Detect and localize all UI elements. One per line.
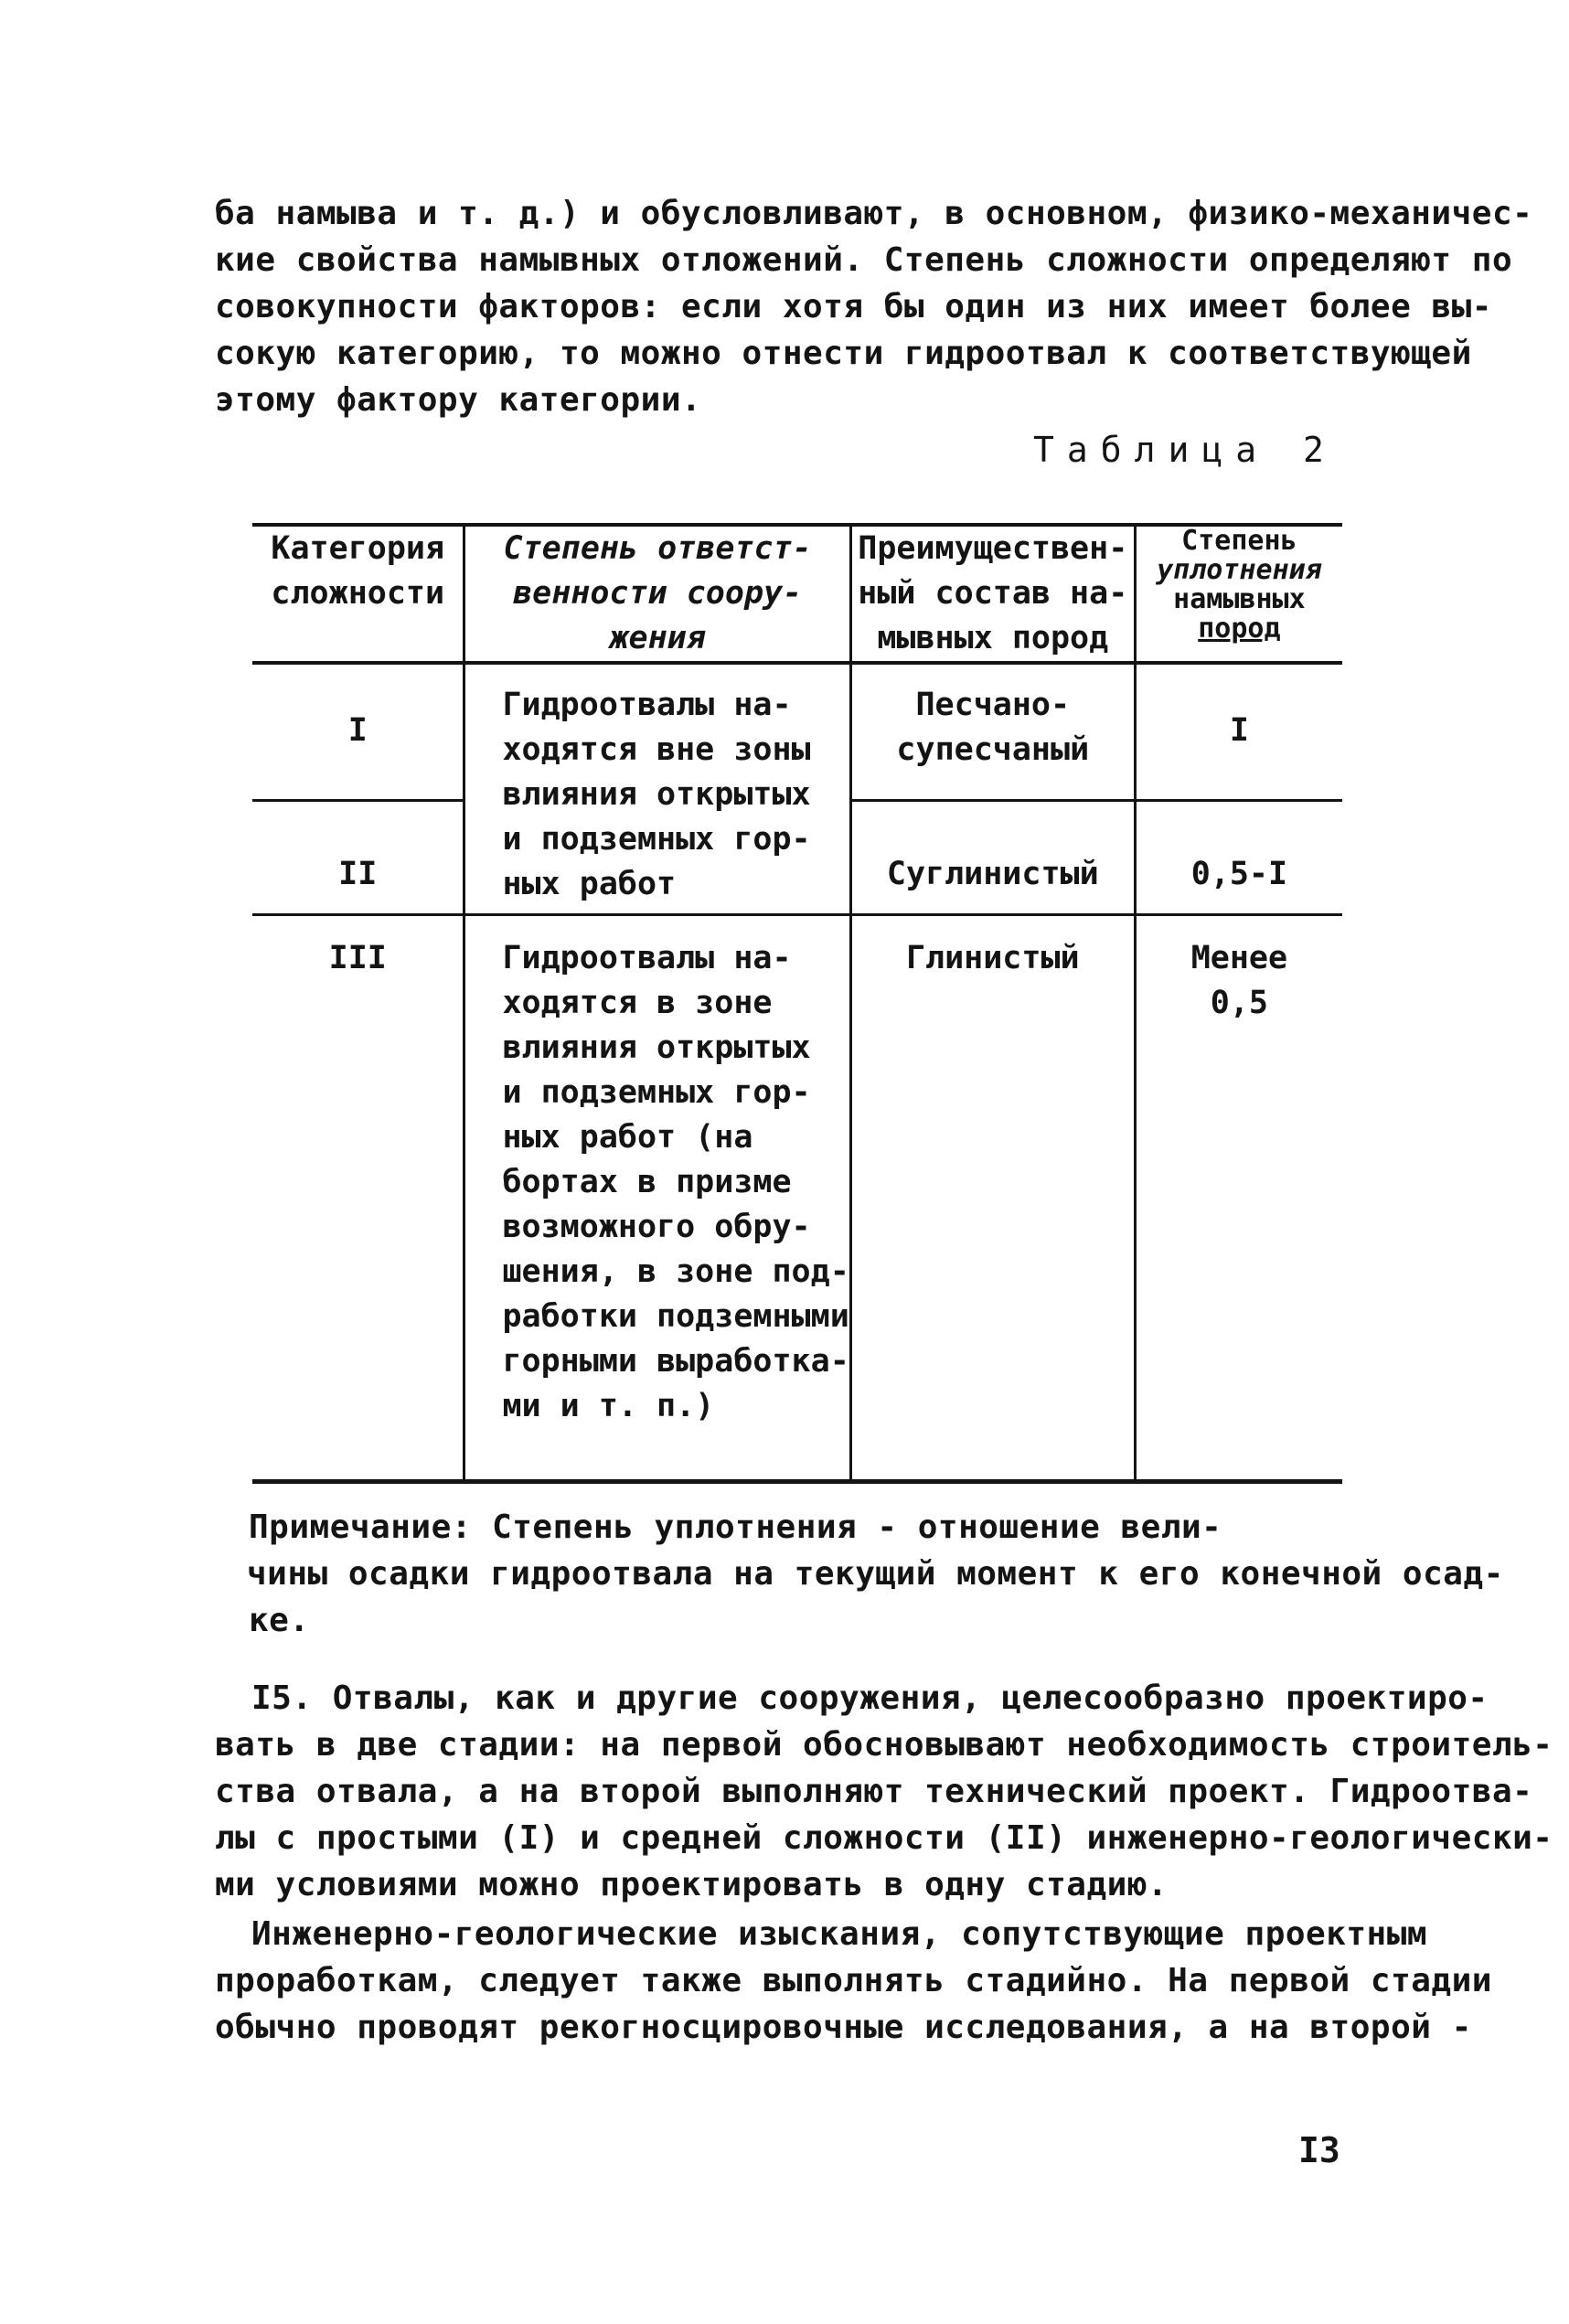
text-line: вать в две стадии: на первой обосновывают необходимость строитель- bbox=[215, 1726, 1553, 1764]
text-line: ства отвала, а на второй выполняют технический проект. Гидроотва- bbox=[215, 1773, 1533, 1810]
table-note bbox=[247, 1504, 1504, 1644]
cell-category: III bbox=[252, 914, 464, 1481]
cell-category: II bbox=[252, 800, 464, 914]
cell-compaction: 0,5-I bbox=[1135, 800, 1342, 914]
paragraph-3 bbox=[215, 1911, 1492, 2051]
cell-responsibility: Гидроотвалы на- ходятся вне зоны влияния открытых и подземных гор- ных работ bbox=[464, 663, 850, 914]
cell-composition: Глинистый bbox=[850, 914, 1135, 1481]
text-line: проработкам, следует также выполнять стадийно. На первой стадии bbox=[215, 1962, 1492, 1999]
text-line: сокую категорию, то можно отнести гидроотвал к соответствующей bbox=[215, 335, 1472, 372]
cell-category: I bbox=[347, 712, 368, 749]
header-composition: Преимуществен- ный состав на- мывных пород bbox=[850, 525, 1135, 663]
header-responsibility: Степень ответст- венности соору- жения bbox=[464, 525, 850, 663]
cell-composition: Суглинистый bbox=[850, 800, 1135, 914]
text-line: чины осадки гидроотвала на текущий момент к его конечной осад- bbox=[247, 1555, 1504, 1593]
cell-compaction: I bbox=[1135, 663, 1342, 800]
cell-responsibility: Гидроотвалы на- ходятся в зоне влияния открытых и подземных гор- ных работ (на бортах в призме возможного обру- шения, в зоне под- работки подземными горными выработка- ми и т. п.) bbox=[464, 914, 850, 1481]
text-line: этому фактору категории. bbox=[215, 381, 702, 419]
table-header-row bbox=[252, 525, 1342, 663]
text-line: кие свойства намывных отложений. Степень сложности определяют по bbox=[215, 241, 1513, 279]
text-line: Примечание: Степень уплотнения - отношение вели- bbox=[249, 1508, 1222, 1546]
text-line: обычно проводят рекогносцировочные исследования, а на второй - bbox=[215, 2009, 1472, 2046]
text-line: ми условиями можно проектировать в одну стадию. bbox=[215, 1866, 1169, 1903]
complexity-table bbox=[252, 523, 1342, 1484]
table-row bbox=[252, 914, 1342, 1481]
text-line: совокупности факторов: если хотя бы один из них имеет более вы- bbox=[215, 288, 1492, 325]
cell-composition: Песчано- супесчаный bbox=[850, 663, 1135, 800]
table-row bbox=[252, 663, 1342, 800]
table-caption: Таблица 2 bbox=[1033, 430, 1337, 470]
text-line: Инженерно-геологические изыскания, сопутствующие проектным bbox=[251, 1915, 1428, 1953]
page-number: I3 bbox=[1298, 2130, 1340, 2170]
text-line: ба намыва и т. д.) и обусловливают, в основном, физико-механичес- bbox=[215, 195, 1533, 232]
header-category: Категория сложности bbox=[252, 525, 464, 663]
paragraph-1 bbox=[215, 190, 1533, 423]
paragraph-2 bbox=[215, 1675, 1553, 1908]
cell-compaction: Менее 0,5 bbox=[1135, 914, 1342, 1481]
text-line: I5. Отвалы, как и другие сооружения, целесообразно проектиро- bbox=[251, 1679, 1489, 1717]
header-compaction: Степень уплотнения намывных пород bbox=[1135, 525, 1342, 663]
text-line: ке. bbox=[249, 1602, 310, 1639]
text-line: лы с простыми (I) и средней сложности (II) инженерно-геологически- bbox=[215, 1819, 1553, 1857]
